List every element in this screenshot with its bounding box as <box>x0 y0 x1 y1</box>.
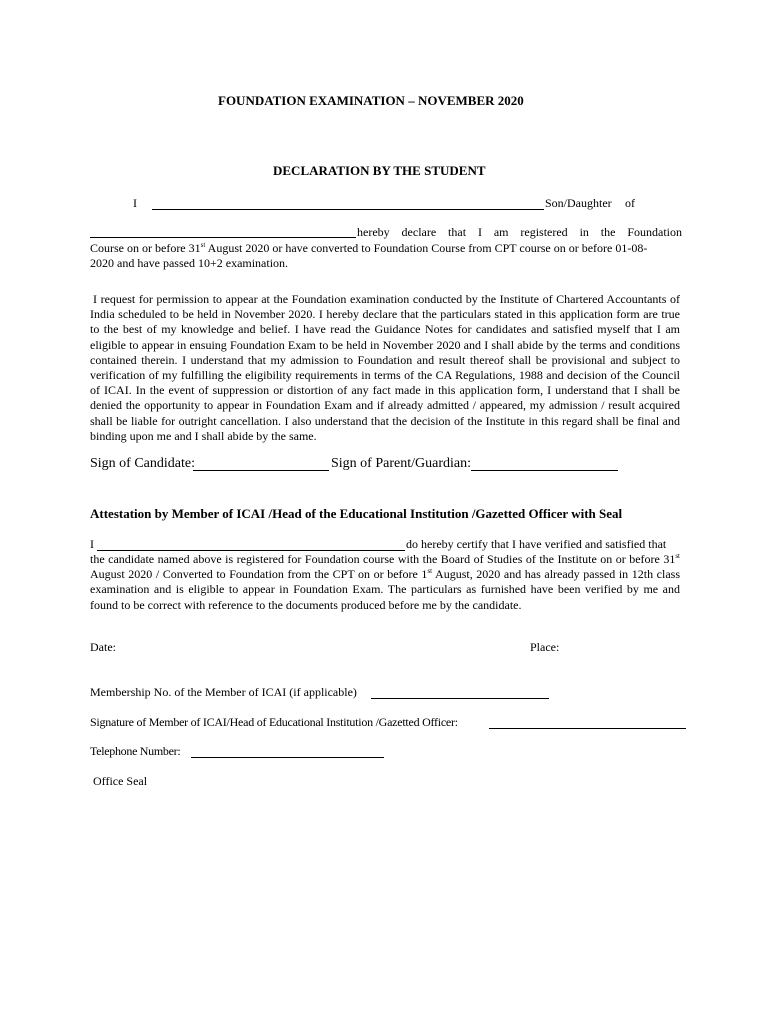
parent-name-field[interactable] <box>90 226 356 238</box>
sign-parent-label: Sign of Parent/Guardian: <box>331 456 471 471</box>
date-label: Date: <box>90 640 116 654</box>
attestation-heading: Attestation by Member of ICAI /Head of the Educational Institution /Gazetted Officer with Seal <box>90 506 623 521</box>
signature-label: Signature of Member of ICAI/Head of Educational Institution /Gazetted Officer: <box>90 715 458 729</box>
office-seal-label: Office Seal <box>93 774 148 788</box>
declaration-line-4: 2020 and have passed 10+2 examination. <box>90 256 289 270</box>
line3-start: Course on or before 31 <box>90 241 201 255</box>
membership-label: Membership No. of the Member of ICAI (if applicable) <box>90 685 357 699</box>
attestation-text-2: August 2020 / Converted to Foundation from the CPT on or before 1 <box>90 567 428 582</box>
telephone-label: Telephone Number: <box>90 744 181 758</box>
line3-end: August 2020 or have converted to Foundation Course from CPT course on or before 01-08- <box>205 241 648 255</box>
officer-signature-field[interactable] <box>489 717 686 729</box>
sign-candidate-label: Sign of Candidate: <box>90 456 195 471</box>
declaration-i-label: I <box>133 196 137 210</box>
sign-candidate-field[interactable] <box>193 459 329 471</box>
attestation-text-3: August, 2020 and has already passed in 12th class examination and is eligible to appear in Foundation Exam. The particulars as furnished have been verified by me and found to be correct with reference to the documents produced before me by the candidate. <box>90 567 680 612</box>
declaration-paragraph: I request for permission to appear at the Foundation examination conducted by the Institute of Chartered Accountants of India scheduled to be held in November 2020. I hereby declare that the particulars stated in this application form are true to the best of my knowledge and belief. I have read the Guidance Notes for candidates and satisfied myself that I am eligible to appear in ensuing Foundation Exam to be held in November 2020 and I shall abide by the terms and conditions contained therein. I understand that my admission to Foundation and result thereof shall be provisional and subject to verification of my fulfilling the eligibility requirements in terms of the CA Regulations, 1988 and decision of the Council of ICAI. In the event of suppression or distortion of any fact made in this application form, I understand that I shall be denied the opportunity to appear in Foundation Exam and if already admitted / appeared, my admission / result acquired shall be liable for outright cancellation. I also understand that the decision of the Institute in this regard shall be final and binding upon me and I shall abide by the same. <box>90 292 680 443</box>
exam-title: FOUNDATION EXAMINATION – NOVEMBER 2020 <box>218 93 524 108</box>
declaration-heading: DECLARATION BY THE STUDENT <box>273 163 486 178</box>
attestation-i-label: I <box>90 537 94 551</box>
place-label: Place: <box>530 640 560 654</box>
superscript-st: st <box>200 241 206 249</box>
declaration-line-3 <box>90 241 682 255</box>
declare-line: hereby declare that I am registered in the Foundation <box>357 225 682 239</box>
of-label: of <box>625 196 635 210</box>
superscript-st-1: st <box>675 552 680 560</box>
certify-text: do hereby certify that I have verified and satisfied that <box>406 537 667 551</box>
telephone-field[interactable] <box>191 746 384 758</box>
attesting-officer-name-field[interactable] <box>97 539 405 551</box>
superscript-st-2: st <box>427 567 433 576</box>
attestation-text-1: the candidate named above is registered for Foundation course with the Board of Studies of the Institute on or before 31 <box>90 552 676 566</box>
sign-parent-field[interactable] <box>471 459 618 471</box>
attestation-paragraph <box>90 552 680 613</box>
membership-number-field[interactable] <box>371 687 549 699</box>
son-daughter-label: Son/Daughter <box>545 196 612 210</box>
student-name-field[interactable] <box>152 198 544 210</box>
